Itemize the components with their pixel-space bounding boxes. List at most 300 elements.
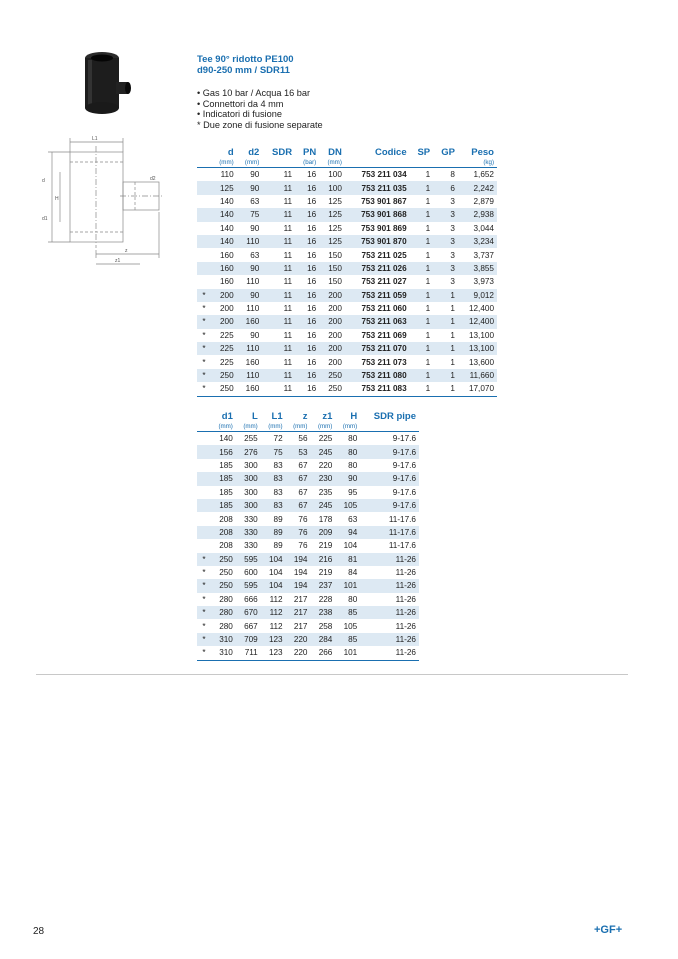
column-unit: (mm) — [319, 158, 345, 168]
table-cell: 16 — [295, 181, 319, 194]
table-cell: 1 — [425, 250, 431, 260]
table-row — [197, 315, 497, 328]
table-cell: 753 211 025 — [361, 250, 407, 260]
table-cell: 753 211 070 — [345, 342, 410, 355]
table-cell: 330 — [244, 514, 258, 524]
table-cell: 76 — [298, 541, 308, 551]
table-cell: 200 — [328, 330, 342, 340]
table-cell: 225 — [318, 434, 333, 444]
table-cell: 1 — [425, 357, 431, 367]
table-row — [197, 486, 419, 499]
note-marker — [197, 222, 211, 235]
table-cell: 200 — [220, 304, 234, 314]
table-cell: 90 — [250, 330, 260, 340]
table-cell: 3,973 — [473, 277, 494, 287]
column-unit — [410, 158, 433, 168]
column-header: H — [350, 410, 358, 422]
table-cell: 225 — [220, 330, 234, 340]
table-cell: 104 — [268, 568, 283, 578]
table-cell: 3,234 — [458, 235, 497, 248]
table-row — [197, 369, 497, 382]
table-cell: 89 — [273, 514, 283, 524]
table-cell: 90 — [237, 289, 263, 302]
table-cell: 100 — [328, 170, 342, 180]
table-row — [197, 208, 497, 221]
feature-item: • Gas 10 bar / Acqua 16 bar — [197, 88, 311, 98]
table-cell: 123 — [261, 633, 286, 646]
table-cell: 75 — [261, 445, 286, 458]
table-cell: 160 — [245, 357, 260, 367]
table-cell: 9-17.6 — [392, 434, 416, 444]
table-cell: 2,879 — [473, 196, 494, 206]
table-cell: 276 — [236, 445, 261, 458]
table-cell: 250 — [219, 568, 233, 578]
table-cell: 110 — [237, 342, 263, 355]
table-cell: 85 — [335, 606, 360, 619]
table-cell: 1,652 — [473, 170, 494, 180]
table-cell: 67 — [286, 472, 311, 485]
table-cell: 217 — [286, 606, 311, 619]
table-cell: 16 — [295, 369, 319, 382]
note-marker: * — [197, 553, 211, 566]
table-cell: 16 — [295, 289, 319, 302]
column-header: SDR pipe — [373, 410, 416, 422]
column-unit: (mm) — [335, 422, 360, 432]
drawing-label-d1: d1 — [42, 216, 48, 222]
table-row — [197, 342, 497, 355]
table-cell: 140 — [220, 223, 234, 233]
table-cell: 140 — [211, 208, 237, 221]
table-cell: 753 211 073 — [361, 357, 407, 367]
table-cell: 83 — [261, 472, 286, 485]
table-cell: 208 — [219, 514, 233, 524]
table-cell: 219 — [318, 568, 333, 578]
table-cell: 753 211 034 — [361, 170, 407, 180]
table-cell: 16 — [295, 342, 319, 355]
table-cell: 123 — [261, 646, 286, 660]
table-cell: 160 — [211, 262, 237, 275]
note-marker — [197, 499, 211, 512]
table-cell: 250 — [319, 382, 345, 396]
table-cell: 105 — [343, 621, 358, 631]
table-cell: 105 — [335, 499, 360, 512]
table-cell: 112 — [261, 606, 286, 619]
table-cell: 80 — [348, 594, 358, 604]
table-cell: 753 211 069 — [361, 330, 407, 340]
table-cell: 17,070 — [458, 382, 497, 396]
column-header — [197, 146, 211, 158]
table-row — [197, 553, 419, 566]
table-cell: 209 — [311, 526, 336, 539]
table-cell: 1 — [410, 262, 433, 275]
table-cell: 310 — [211, 633, 236, 646]
note-marker: * — [202, 621, 206, 631]
column-unit: (mm) — [211, 422, 236, 432]
table-cell: 110 — [246, 277, 260, 287]
table-cell: 178 — [318, 514, 333, 524]
table-cell: 753 901 869 — [361, 223, 407, 233]
drawing-label-z1: z1 — [115, 258, 121, 264]
table-cell: 200 — [211, 315, 237, 328]
table-cell: 220 — [318, 460, 333, 470]
table-cell: 9,012 — [458, 289, 497, 302]
table-cell: 245 — [311, 499, 336, 512]
table-cell: 284 — [311, 633, 336, 646]
table-cell: 160 — [220, 250, 234, 260]
table-cell: 3,855 — [458, 262, 497, 275]
feature-note: * Due zone di fusione separate — [197, 119, 323, 130]
table-cell: 104 — [261, 579, 286, 592]
table-cell: 1 — [425, 223, 431, 233]
table-cell: 16 — [307, 357, 317, 367]
table-cell: 219 — [318, 541, 333, 551]
table-row — [197, 606, 419, 619]
note-marker: * — [197, 342, 211, 355]
note-marker: * — [197, 646, 211, 660]
table-cell: 280 — [219, 594, 233, 604]
column-unit — [197, 422, 211, 432]
table-cell: 753 901 870 — [345, 235, 410, 248]
table-cell: 1 — [450, 357, 455, 367]
table-cell: 3 — [450, 250, 455, 260]
table-cell: 1 — [425, 277, 431, 287]
note-marker: * — [202, 568, 206, 578]
column-unit — [345, 158, 410, 168]
table-cell: 217 — [293, 594, 308, 604]
drawing-label-H: H — [55, 196, 59, 202]
table-row — [197, 302, 497, 315]
column-unit: (mm) — [311, 422, 336, 432]
table-cell: 160 — [237, 382, 263, 396]
table-cell: 1 — [425, 196, 431, 206]
dimensions-table — [197, 410, 419, 661]
table-cell: 12,400 — [468, 304, 494, 314]
table-row — [197, 355, 497, 368]
column-header: z1 — [322, 410, 333, 422]
title-line-2: d90-250 mm / SDR11 — [197, 65, 290, 76]
table-cell: 11-26 — [360, 606, 419, 619]
table-cell: 228 — [318, 594, 333, 604]
table-cell: 753 211 059 — [345, 289, 410, 302]
technical-drawing — [40, 132, 165, 272]
gf-logo: +GF+ — [594, 924, 623, 936]
table-cell: 1 — [433, 369, 458, 382]
table-row — [197, 445, 419, 458]
table-cell: 220 — [286, 633, 311, 646]
table-cell: 250 — [211, 553, 236, 566]
table-cell: 110 — [237, 235, 263, 248]
table-row — [197, 235, 497, 248]
table-cell: 140 — [211, 235, 237, 248]
table-cell: 753 211 035 — [345, 181, 410, 194]
table-cell: 90 — [250, 170, 260, 180]
note-marker: * — [202, 304, 206, 314]
table-cell: 16 — [295, 262, 319, 275]
table-cell: 753 211 027 — [361, 277, 407, 287]
table-cell: 185 — [219, 460, 233, 470]
table-cell: 11-26 — [395, 568, 416, 578]
note-marker — [197, 262, 211, 275]
table-cell: 83 — [261, 499, 286, 512]
table-cell: 3 — [433, 208, 458, 221]
table-cell: 208 — [219, 541, 233, 551]
note-marker: * — [197, 289, 211, 302]
note-marker — [197, 486, 211, 499]
table-cell: 160 — [220, 277, 234, 287]
table-cell: 711 — [236, 646, 261, 660]
table-cell: 9-17.6 — [392, 487, 416, 497]
table-cell: 11-26 — [395, 621, 416, 631]
table-cell: 89 — [261, 526, 286, 539]
feature-item: • Indicatori di fusione — [197, 109, 282, 119]
table-cell: 125 — [328, 196, 342, 206]
table-cell: 300 — [244, 460, 258, 470]
column-unit — [360, 422, 419, 432]
note-marker: * — [197, 579, 211, 592]
table-cell: 150 — [328, 277, 342, 287]
table-cell: 255 — [244, 434, 258, 444]
table-cell: 90 — [237, 262, 263, 275]
table-cell: 2,242 — [458, 181, 497, 194]
column-header: L1 — [271, 410, 283, 422]
table-cell: 95 — [348, 487, 358, 497]
table-cell: 200 — [328, 357, 342, 367]
table-cell: 258 — [318, 621, 333, 631]
table-cell: 53 — [286, 445, 311, 458]
table-cell: 1 — [410, 181, 433, 194]
table-cell: 89 — [273, 541, 283, 551]
table-cell: 3 — [433, 262, 458, 275]
note-marker: * — [197, 606, 211, 619]
table-row — [197, 382, 497, 396]
table-cell: 595 — [236, 579, 261, 592]
column-header: d — [227, 146, 234, 158]
table-row — [197, 168, 497, 182]
column-header: SDR — [272, 146, 293, 158]
table-cell: 185 — [211, 499, 236, 512]
note-marker — [197, 235, 211, 248]
table-cell: 200 — [319, 315, 345, 328]
table-cell: 200 — [319, 342, 345, 355]
table-cell: 753 211 080 — [345, 369, 410, 382]
table-cell: 81 — [335, 553, 360, 566]
table-cell: 1 — [425, 330, 431, 340]
table-cell: 11 — [283, 170, 293, 180]
note-marker: * — [202, 594, 206, 604]
table-cell: 225 — [220, 357, 234, 367]
table-cell: 753 211 083 — [345, 382, 410, 396]
column-unit: (mm) — [236, 422, 261, 432]
note-marker — [197, 459, 211, 472]
table-cell: 11-26 — [395, 594, 416, 604]
table-cell: 217 — [293, 621, 308, 631]
table-cell: 67 — [286, 499, 311, 512]
table-cell: 1 — [450, 330, 455, 340]
table-cell: 16 — [295, 382, 319, 396]
table-cell: 3 — [450, 223, 455, 233]
column-header: PN — [303, 146, 317, 158]
table-cell: 104 — [261, 553, 286, 566]
table-cell: 9-17.6 — [360, 472, 419, 485]
table-cell: 230 — [311, 472, 336, 485]
drawing-label-z: z — [125, 248, 128, 254]
table-cell: 101 — [335, 579, 360, 592]
table-cell: 156 — [211, 445, 236, 458]
table-cell: 13,100 — [468, 330, 494, 340]
table-row — [197, 432, 419, 446]
table-cell: 110 — [237, 369, 263, 382]
note-marker — [197, 472, 211, 485]
table-cell: 11 — [283, 277, 293, 287]
table-cell: 208 — [211, 526, 236, 539]
column-unit: (mm) — [261, 422, 286, 432]
table-cell: 80 — [348, 460, 358, 470]
column-header: d1 — [221, 410, 233, 422]
column-header: Codice — [374, 146, 407, 158]
table-row — [197, 499, 419, 512]
table-cell: 76 — [298, 514, 308, 524]
table-cell: 595 — [236, 553, 261, 566]
table-cell: 67 — [298, 487, 308, 497]
table-cell: 140 — [220, 196, 234, 206]
table-cell: 1 — [425, 304, 431, 314]
table-cell: 330 — [244, 541, 258, 551]
table-row — [197, 566, 419, 579]
table-cell: 56 — [298, 434, 308, 444]
product-title — [197, 54, 294, 76]
table-cell: 3,044 — [473, 223, 494, 233]
note-marker — [197, 275, 211, 288]
table-cell: 670 — [236, 606, 261, 619]
note-marker — [197, 432, 211, 446]
feature-list — [197, 88, 323, 130]
note-marker: * — [197, 382, 211, 396]
table-cell: 216 — [311, 553, 336, 566]
table-cell: 83 — [273, 487, 283, 497]
table-cell: 75 — [237, 208, 263, 221]
table-cell: 63 — [250, 250, 260, 260]
table-cell: 101 — [335, 646, 360, 660]
table-cell: 67 — [298, 460, 308, 470]
table-cell: 1 — [425, 170, 431, 180]
table-cell: 16 — [307, 196, 317, 206]
table-cell: 11 — [262, 289, 295, 302]
table-cell: 235 — [318, 487, 333, 497]
table-cell: 80 — [348, 434, 358, 444]
table-cell: 185 — [211, 472, 236, 485]
table-cell: 194 — [293, 568, 308, 578]
note-marker — [197, 248, 211, 261]
table-cell: 250 — [211, 579, 236, 592]
note-marker — [197, 512, 211, 525]
column-header — [197, 410, 211, 422]
column-unit: (kg) — [458, 158, 497, 168]
table-cell: 76 — [286, 526, 311, 539]
table-cell: 16 — [307, 330, 317, 340]
table-cell: 753 901 867 — [361, 196, 407, 206]
table-cell: 1 — [410, 382, 433, 396]
table-cell: 9-17.6 — [392, 460, 416, 470]
table-cell: 200 — [211, 289, 237, 302]
note-marker: * — [197, 315, 211, 328]
table-cell: 125 — [328, 223, 342, 233]
table-row — [197, 472, 419, 485]
table-cell: 16 — [295, 235, 319, 248]
table-cell: 11 — [262, 235, 295, 248]
table-cell: 11 — [262, 342, 295, 355]
note-marker: * — [202, 330, 206, 340]
table-cell: 1 — [410, 289, 433, 302]
table-cell: 200 — [328, 304, 342, 314]
table-cell: 150 — [319, 262, 345, 275]
table-cell: 160 — [237, 315, 263, 328]
column-header: L — [251, 410, 258, 422]
note-marker — [197, 539, 211, 552]
column-header: Peso — [471, 146, 494, 158]
table-cell: 11 — [283, 304, 293, 314]
table-row — [197, 579, 419, 592]
table-cell: 11-26 — [360, 579, 419, 592]
table-cell: 709 — [236, 633, 261, 646]
table-cell: 11 — [283, 250, 293, 260]
table-cell: 125 — [211, 181, 237, 194]
table-row — [197, 593, 419, 606]
table-cell: 600 — [244, 568, 258, 578]
note-marker — [197, 208, 211, 221]
table-cell: 280 — [211, 606, 236, 619]
table-cell: 1 — [450, 304, 455, 314]
table-cell: 90 — [250, 223, 260, 233]
table-cell: 1 — [410, 369, 433, 382]
table-cell: 140 — [219, 434, 233, 444]
divider — [36, 674, 628, 675]
table-cell: 84 — [348, 568, 358, 578]
table-cell: 753 211 060 — [361, 304, 407, 314]
note-marker — [197, 445, 211, 458]
table-cell: 753 211 026 — [345, 262, 410, 275]
note-marker: * — [202, 357, 206, 367]
table-row — [197, 181, 497, 194]
table-cell: 16 — [295, 208, 319, 221]
table-cell: 1 — [410, 208, 433, 221]
table-cell: 1 — [410, 235, 433, 248]
table-cell: 3,737 — [473, 250, 494, 260]
table-row — [197, 329, 497, 342]
drawing-label-L1: L1 — [92, 136, 98, 142]
table-cell: 12,400 — [458, 315, 497, 328]
table-cell: 72 — [273, 434, 283, 444]
table-header-row — [197, 410, 419, 422]
table-cell: 16 — [307, 277, 317, 287]
table-cell: 238 — [311, 606, 336, 619]
table-cell: 11 — [262, 208, 295, 221]
table-cell: 11 — [262, 262, 295, 275]
table-cell: 225 — [211, 342, 237, 355]
table-cell: 13,100 — [458, 342, 497, 355]
table-cell: 330 — [236, 526, 261, 539]
column-unit: (mm) — [211, 158, 237, 168]
table-cell: 280 — [219, 621, 233, 631]
column-unit — [197, 158, 211, 168]
column-unit — [262, 158, 295, 168]
table-cell: 16 — [307, 250, 317, 260]
table-cell: 11 — [283, 196, 293, 206]
table-cell: 112 — [269, 621, 283, 631]
title-line-1: Tee 90° ridotto PE100 — [197, 54, 294, 65]
table-cell: 250 — [319, 369, 345, 382]
table-row — [197, 262, 497, 275]
table-cell: 11-17.6 — [360, 526, 419, 539]
